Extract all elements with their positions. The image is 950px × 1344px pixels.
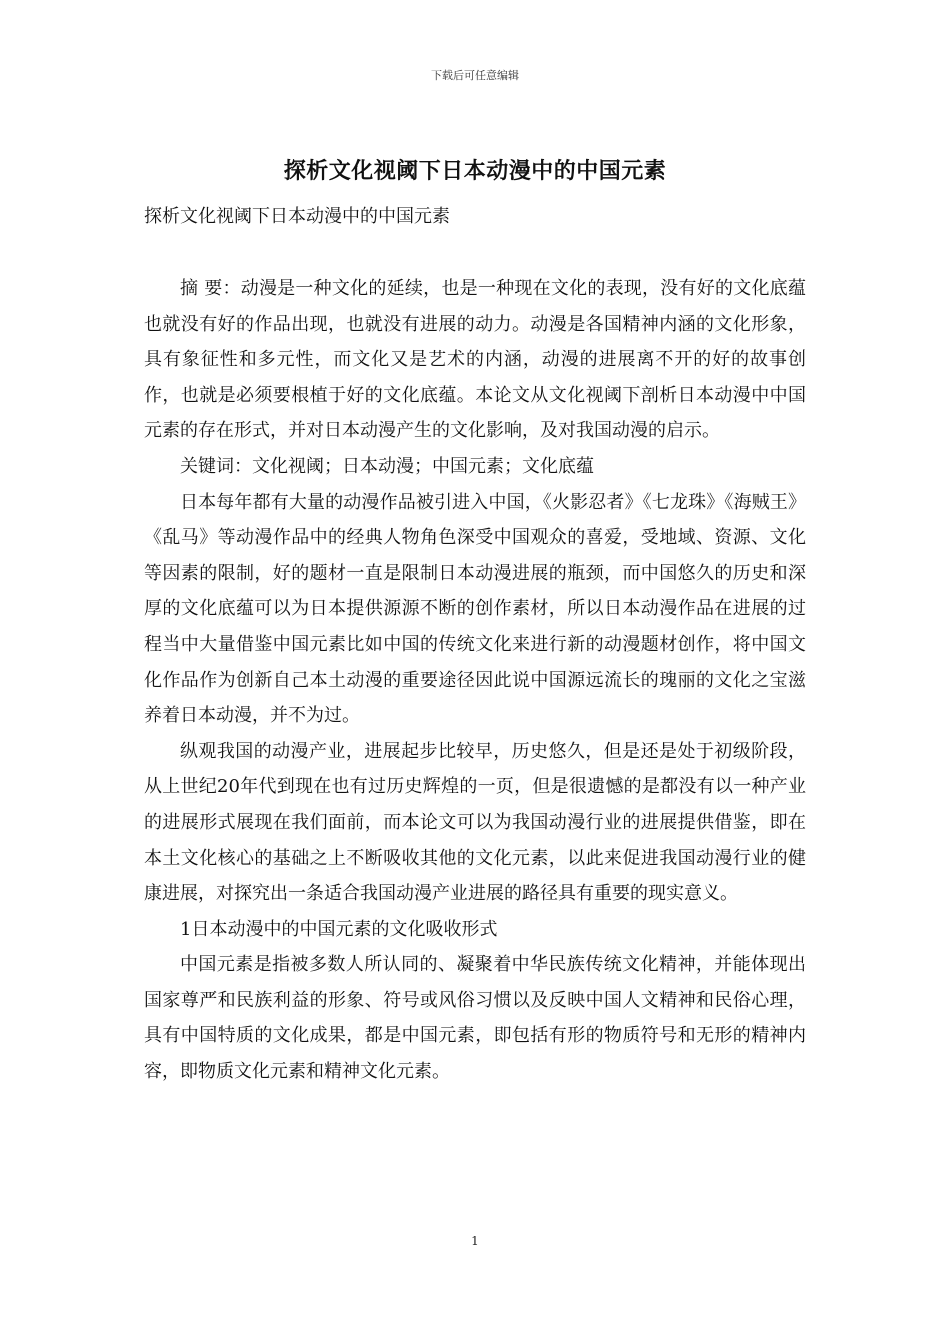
- body-paragraph: 中国元素是指被多数人所认同的、凝聚着中华民族传统文化精神，并能体现出国家尊严和民族利益的形象、符号或风俗习惯以及反映中国人文精神和民俗心理，具有中国特质的文化成果，都是中国元素，即包括有形的物质符号和无形的精神内容，即物质文化元素和精神文化元素。: [144, 954, 806, 1083]
- body-paragraph: 纵观我国的动漫产业，进展起步比较早，历史悠久，但是还是处于初级阶段，从上世纪20年代到现在也有过历史辉煌的一页，但是很遗憾的是都没有以一种产业的进展形式展现在我们面前，而本论文可以为我国动漫行业的进展提供借鉴，即在本土文化核心的基础之上不断吸收其他的文化元素，以此来促进我国动漫行业的健康进展，对探究出一条适合我国动漫产业进展的路径具有重要的现实意义。: [144, 740, 806, 905]
- keywords-paragraph: 关键词：文化视阈；日本动漫；中国元素；文化底蕴: [180, 455, 594, 477]
- abstract-paragraph: 摘 要：动漫是一种文化的延续，也是一种现在文化的表现，没有好的文化底蕴也就没有好的作品出现，也就没有进展的动力。动漫是各国精神内涵的文化形象，具有象征性和多元性，而文化又是艺术的内涵，动漫的进展离不开的好的故事创作，也就是必须要根植于好的文化底蕴。本论文从文化视阈下剖析日本动漫中中国元素的存在形式，并对日本动漫产生的文化影响，及对我国动漫的启示。: [144, 278, 806, 442]
- document-body: [144, 271, 806, 1090]
- section-heading: 1日本动漫中的中国元素的文化吸收形式: [180, 918, 498, 940]
- page-number: 1: [471, 1234, 479, 1248]
- body-paragraph: 日本每年都有大量的动漫作品被引进入中国，《火影忍者》《七龙珠》《海贼王》《乱马》等动漫作品中的经典人物角色深受中国观众的喜爱，受地域、资源、文化等因素的限制，好的题材一直是限制日本动漫进展的瓶颈，而中国悠久的历史和深厚的文化底蕴可以为日本提供源源不断的创作素材，所以日本动漫作品在进展的过程当中大量借鉴中国元素比如中国的传统文化来进行新的动漫题材创作，将中国文化作品作为创新自己本土动漫的重要途径因此说中国源远流长的瑰丽的文化之宝滋养着日本动漫，并不为过。: [144, 491, 806, 727]
- document-title: 探析文化视阈下日本动漫中的中国元素: [283, 158, 667, 184]
- header-note: 下载后可任意编辑: [431, 69, 519, 82]
- document-subtitle: 探析文化视阈下日本动漫中的中国元素: [144, 206, 450, 227]
